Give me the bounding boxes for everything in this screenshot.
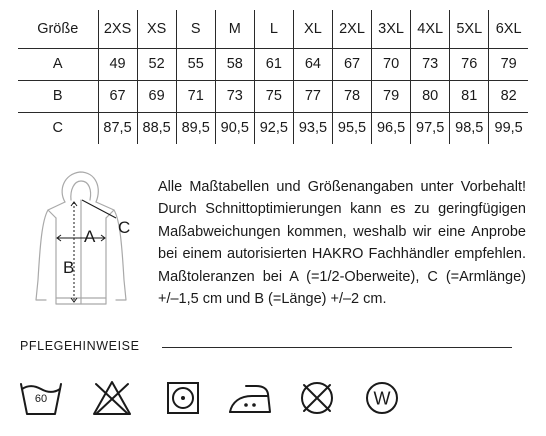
table-cell: 64 bbox=[293, 48, 332, 80]
wet-clean-letter: W bbox=[373, 388, 391, 409]
size-cell: XS bbox=[137, 10, 176, 48]
table-cell: 82 bbox=[489, 80, 528, 112]
care-icons-row bbox=[0, 378, 546, 422]
table-cell: 87,5 bbox=[98, 112, 137, 144]
size-header-label: Größe bbox=[18, 10, 98, 48]
row-label: A bbox=[18, 48, 98, 80]
table-cell: 92,5 bbox=[254, 112, 293, 144]
table-cell: 73 bbox=[411, 48, 450, 80]
table-cell: 97,5 bbox=[411, 112, 450, 144]
divider bbox=[162, 347, 512, 348]
no-bleach-icon bbox=[90, 378, 134, 418]
size-cell: S bbox=[176, 10, 215, 48]
table-row bbox=[18, 112, 528, 144]
table-cell: 71 bbox=[176, 80, 215, 112]
size-cell: 2XL bbox=[332, 10, 371, 48]
wash-60-icon bbox=[18, 378, 64, 418]
table-cell: 78 bbox=[332, 80, 371, 112]
care-instructions-title: PFLEGEHINWEISE bbox=[20, 339, 140, 353]
no-dry-clean-icon bbox=[297, 378, 337, 418]
hoodie-measurement-diagram bbox=[18, 166, 148, 314]
table-cell: 67 bbox=[332, 48, 371, 80]
table-cell: 70 bbox=[372, 48, 411, 80]
size-disclaimer-text: Alle Maßtabellen und Größenangaben unter Vorbehalt! Durch Schnittoptimierungen kann es zu geringfügigen Maßabweichungen kommen, weshalb wir eine Anprobe bei einem autorisierten HAKRO Fachhändler empfehlen. Maßtoleranzen bei A (=1/2-Oberweite), C (=Armlänge) +/–1,5 cm und B (=Länge) +/–2 cm. bbox=[158, 179, 526, 308]
table-cell: 58 bbox=[215, 48, 254, 80]
iron-medium-icon bbox=[226, 378, 274, 418]
table-cell: 76 bbox=[450, 48, 489, 80]
measure-label-c: C bbox=[118, 218, 131, 237]
row-label: B bbox=[18, 80, 98, 112]
table-cell: 81 bbox=[450, 80, 489, 112]
table-cell: 55 bbox=[176, 48, 215, 80]
table-cell: 99,5 bbox=[494, 120, 523, 137]
table-cell: 75 bbox=[254, 80, 293, 112]
size-table bbox=[18, 10, 528, 144]
table-cell: 93,5 bbox=[293, 112, 332, 144]
size-cell: 6XL bbox=[489, 10, 528, 48]
wash-temperature: 60 bbox=[34, 393, 48, 405]
row-label: C bbox=[18, 112, 98, 144]
table-cell: 73 bbox=[215, 80, 254, 112]
table-cell: 79 bbox=[489, 48, 528, 80]
table-cell: 61 bbox=[254, 48, 293, 80]
size-cell: 3XL bbox=[372, 10, 411, 48]
size-cell: XL bbox=[293, 10, 332, 48]
table-row bbox=[18, 80, 528, 112]
table-cell: 52 bbox=[137, 48, 176, 80]
size-cell: 5XL bbox=[450, 10, 489, 48]
table-cell: 88,5 bbox=[137, 112, 176, 144]
tumble-dry-icon bbox=[163, 378, 203, 418]
table-cell: 69 bbox=[137, 80, 176, 112]
table-cell: 90,5 bbox=[215, 112, 254, 144]
table-cell: 98,5 bbox=[450, 112, 489, 144]
size-cell: M bbox=[215, 10, 254, 48]
table-cell: 96,5 bbox=[372, 112, 411, 144]
size-cell: 2XS bbox=[98, 10, 137, 48]
hoodie-outline-icon bbox=[18, 166, 148, 314]
table-cell: 80 bbox=[411, 80, 450, 112]
table-cell: 89,5 bbox=[176, 112, 215, 144]
table-row bbox=[18, 48, 528, 80]
wet-clean-icon bbox=[362, 378, 402, 418]
table-cell: 95,5 bbox=[332, 112, 371, 144]
table-cell: 79 bbox=[372, 80, 411, 112]
measure-label-a: A bbox=[84, 227, 96, 246]
size-cell: L bbox=[254, 10, 293, 48]
table-cell: 77 bbox=[293, 80, 332, 112]
size-header-row bbox=[18, 10, 528, 48]
table-cell: 49 bbox=[98, 48, 137, 80]
table-cell: 67 bbox=[98, 80, 137, 112]
size-cell: 4XL bbox=[411, 10, 450, 48]
measure-label-b: B bbox=[63, 258, 75, 277]
